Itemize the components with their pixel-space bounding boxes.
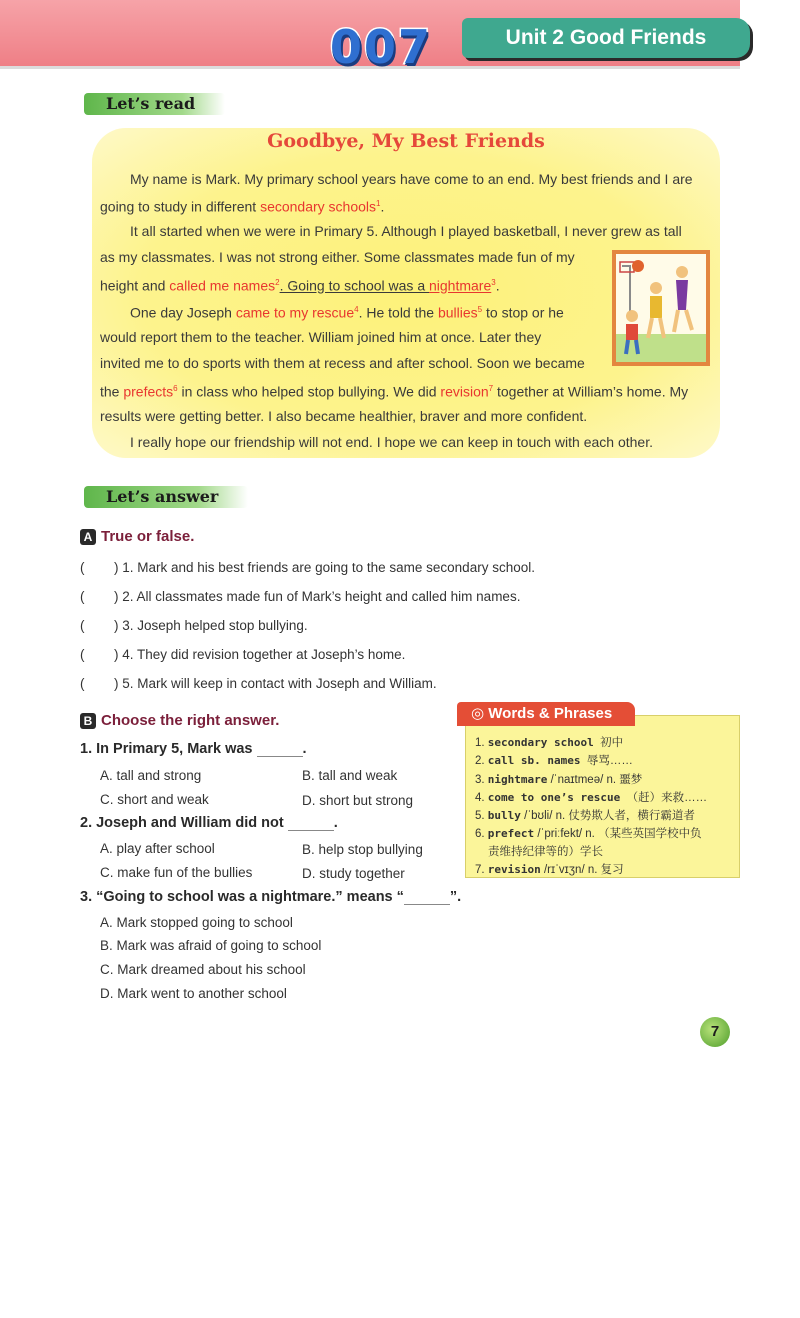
lets-read-label: Let’s read — [84, 93, 225, 115]
word-item: 7. revision /rɪˈvɪʒn/ n. 复习 — [475, 863, 624, 876]
passage-line: results were getting better. I also became healthier, braver and more confident. — [100, 408, 588, 424]
passage-line: I really hope our friendship will not end. I hope we can keep in touch with each other. — [130, 434, 653, 450]
option: C. Mark dreamed about his school — [100, 962, 306, 977]
question-2: 2. Joseph and William did not . — [80, 815, 338, 831]
passage-line: would report them to the teacher. William joined him at once. Later they — [100, 329, 542, 345]
option: A. tall and strong — [100, 768, 202, 783]
option: A. play after school — [100, 841, 215, 856]
unit-title: Unit 2 Good Friends — [462, 18, 750, 58]
passage-line: My name is Mark. My primary school years have come to an end. My best friends and I are — [130, 171, 693, 187]
option: B. Mark was afraid of going to school — [100, 938, 322, 953]
lets-answer-label: Let’s answer — [84, 486, 248, 508]
passage-line: the prefects$^6$ in class who helped stop bullying. We did revision$^7$ together at William’s home. My — [100, 383, 689, 400]
option: D. study together — [302, 866, 405, 881]
option: D. short but strong — [302, 793, 414, 808]
question-1: 1. In Primary 5, Mark was . — [80, 741, 307, 757]
question-3: 3. “Going to school was a nightmare.” means “ ”. — [80, 889, 462, 905]
part-b-heading: B Choose the right answer. — [80, 712, 279, 729]
option: C. short and weak — [100, 792, 209, 807]
option: D. Mark went to another school — [100, 986, 287, 1001]
target-icon: ◎ — [471, 705, 489, 722]
true-false-item: ( ) 4. They did revision together at Joseph’s home. — [80, 647, 406, 662]
part-a-heading: A True or false. — [80, 528, 194, 545]
true-false-item: ( ) 3. Joseph helped stop bullying. — [80, 618, 308, 633]
word-item: 1. secondary school 初中 — [475, 736, 624, 749]
true-false-item: ( ) 1. Mark and his best friends are going to the same secondary school. — [80, 560, 535, 575]
words-phrases-tab: ◎ Words & Phrases — [457, 702, 635, 726]
true-false-item: ( ) 2. All classmates made fun of Mark’s height and called him names. — [80, 589, 521, 604]
passage-line: going to study in different secondary schools$^1$. — [100, 198, 385, 215]
passage-line: One day Joseph came to my rescue$^4$. He told the bullies$^5$ to stop or he — [130, 304, 564, 321]
true-false-item: ( ) 5. Mark will keep in contact with Joseph and William. — [80, 676, 437, 691]
basketball-illustration — [612, 250, 710, 366]
story-title: Goodbye, My Best Friends — [267, 130, 545, 152]
option: B. help stop bullying — [302, 842, 423, 857]
word-item: 责维持纪律等的）学长 — [488, 846, 603, 858]
word-item: 6. prefect /ˈpriːfekt/ n. （某些英国学校中负 — [475, 827, 702, 840]
option: C. make fun of the bullies — [100, 865, 253, 880]
passage-line: as my classmates. I was not strong either. Some classmates made fun of my — [100, 249, 575, 265]
lesson-number: 007 — [330, 20, 433, 74]
basketball-players-icon — [616, 254, 706, 362]
word-item: 2. call sb. names 辱骂…… — [475, 754, 633, 767]
word-item: 4. come to one’s rescue （赶）来救…… — [475, 791, 708, 804]
option: A. Mark stopped going to school — [100, 915, 293, 930]
part-b-badge: B — [80, 713, 96, 729]
part-a-badge: A — [80, 529, 96, 545]
page-number: 7 — [700, 1017, 730, 1047]
passage-line: It all started when we were in Primary 5. Although I played basketball, I never grew as tall — [130, 223, 682, 239]
passage-line: height and called me names$^2$. Going to school was a nightmare$^3$. — [100, 277, 500, 294]
passage-line: invited me to do sports with them at recess and after school. Soon we became — [100, 355, 585, 371]
option: B. tall and weak — [302, 768, 398, 783]
word-item: 3. nightmare /ˈnaɪtmeə/ n. 噩梦 — [475, 773, 643, 786]
word-item: 5. bully /ˈbʊli/ n. 仗势欺人者，横行霸道者 — [475, 809, 695, 822]
